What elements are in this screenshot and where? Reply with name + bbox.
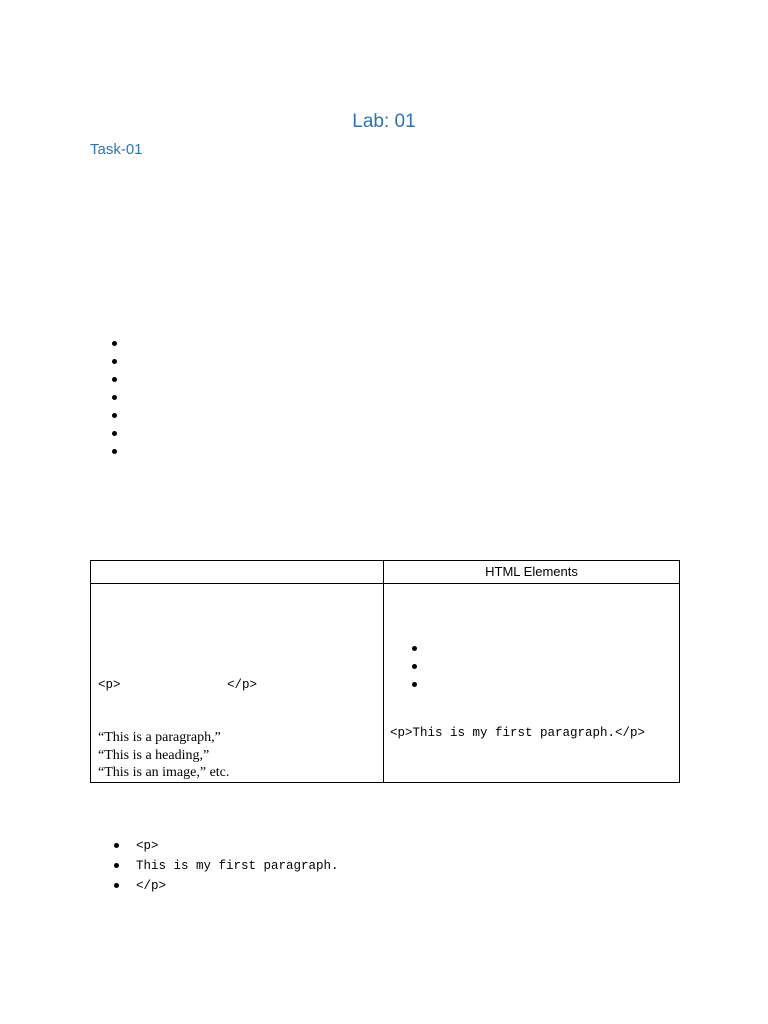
bullet-icon (112, 449, 117, 454)
list-item (114, 876, 339, 896)
code-close-tag: </p> (227, 678, 258, 692)
list-item (112, 352, 117, 370)
bullet-icon (112, 377, 117, 382)
table-header-right: HTML Elements (384, 561, 680, 584)
bullet-icon (112, 359, 117, 364)
bullet-icon (112, 431, 117, 436)
quote-lines (98, 729, 229, 782)
bullet-icon (112, 395, 117, 400)
table-cell-left (91, 584, 384, 783)
bullet-icon (114, 843, 119, 848)
list-item (114, 836, 339, 856)
list-item (112, 370, 117, 388)
bullet-icon (114, 883, 119, 888)
list-item (112, 442, 117, 460)
cell-bullet-list (412, 640, 417, 694)
table-cell-right (384, 584, 680, 783)
page-title: Lab: 01 (352, 111, 416, 132)
bullet-icon (412, 664, 417, 669)
bullet-icon (112, 413, 117, 418)
list-item (412, 676, 417, 694)
list-item (112, 388, 117, 406)
list-item-text: </p> (136, 879, 167, 893)
table-header-left (91, 561, 384, 584)
code-breakdown-list (114, 836, 339, 896)
code-example: <p>This is my first paragraph.</p> (390, 726, 646, 740)
bullet-icon (412, 682, 417, 687)
list-item (114, 856, 339, 876)
quote-line: “This is a heading,” (98, 747, 210, 763)
code-open-tag: <p> (98, 678, 121, 692)
quote-line: “This is a paragraph,” (98, 730, 221, 745)
list-item (112, 334, 117, 352)
comparison-table (90, 560, 680, 783)
list-item-text: <p> (136, 839, 159, 853)
table-header-row (91, 561, 680, 584)
quote-line: “This is an image,” etc. (98, 765, 230, 780)
empty-bullet-list (112, 334, 117, 460)
bullet-icon (114, 863, 119, 868)
list-item-text: This is my first paragraph. (136, 859, 339, 873)
list-item (412, 640, 417, 658)
table-row (91, 584, 680, 783)
bullet-icon (112, 341, 117, 346)
list-item (412, 658, 417, 676)
list-item (112, 406, 117, 424)
task-heading: Task-01 (90, 141, 143, 158)
bullet-icon (412, 646, 417, 651)
list-item (112, 424, 117, 442)
